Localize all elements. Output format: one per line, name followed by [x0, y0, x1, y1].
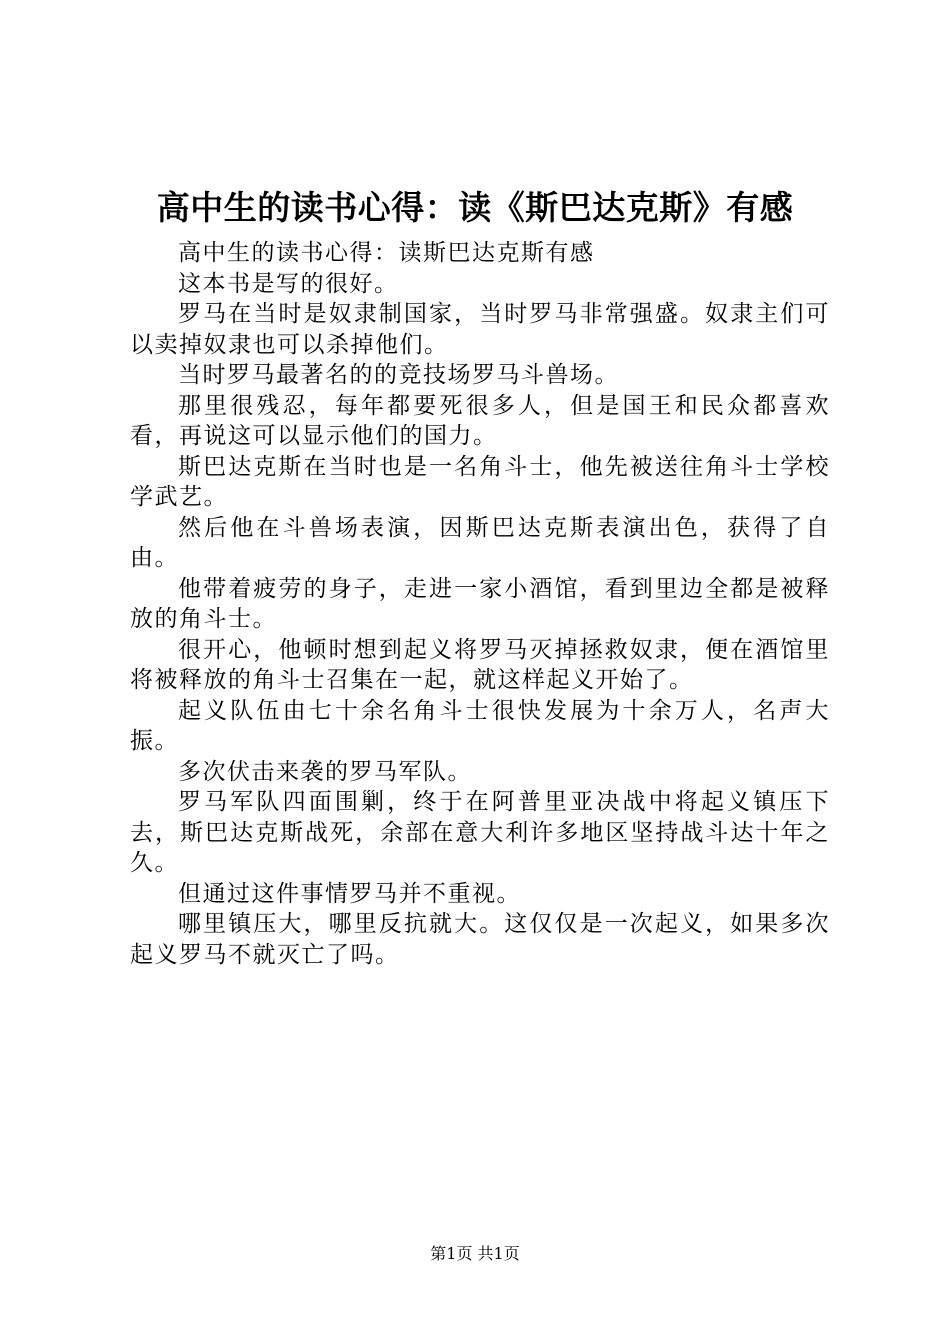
paragraph: 他带着疲劳的身子，走进一家小酒馆，看到里边全都是被释放的角斗士。: [130, 575, 830, 632]
page-footer: 第1页 共1页: [430, 1244, 520, 1263]
paragraph: 斯巴达克斯在当时也是一名角斗士，他先被送往角斗士学校学武艺。: [130, 453, 830, 510]
paragraph: 那里很残忍，每年都要死很多人，但是国王和民众都喜欢看，再说这可以显示他们的国力。: [130, 392, 830, 449]
paragraph: 但通过这件事情罗马并不重视。: [178, 880, 521, 907]
paragraph: 哪里镇压大，哪里反抗就大。这仅仅是一次起义，如果多次起义罗马不就灭亡了吗。: [130, 911, 830, 968]
paragraph: 多次伏击来袭的罗马军队。: [178, 758, 472, 785]
paragraph: 罗马在当时是奴隶制国家，当时罗马非常强盛。奴隶主们可以卖掉奴隶也可以杀掉他们。: [130, 301, 830, 358]
paragraph: 起义队伍由七十余名角斗士很快发展为十余万人，名声大振。: [130, 697, 830, 754]
paragraph: 罗马军队四面围剿，终于在阿普里亚决战中将起义镇压下去，斯巴达克斯战死，余部在意大利许多地区坚持战斗达十年之久。: [130, 789, 830, 876]
document-title: 高中生的读书心得：读《斯巴达克斯》有感: [156, 188, 794, 227]
document-body: [130, 238, 830, 970]
paragraph: 这本书是写的很好。: [178, 270, 399, 297]
paragraph: 当时罗马最著名的的竞技场罗马斗兽场。: [178, 362, 619, 388]
paragraph: 然后他在斗兽场表演，因斯巴达克斯表演出色，获得了自由。: [130, 514, 830, 571]
paragraph: 高中生的读书心得：读斯巴达克斯有感: [178, 240, 595, 266]
paragraph: 很开心，他顿时想到起义将罗马灭掉拯救奴隶，便在酒馆里将被释放的角斗士召集在一起，就这样起义开始了。: [130, 636, 830, 693]
